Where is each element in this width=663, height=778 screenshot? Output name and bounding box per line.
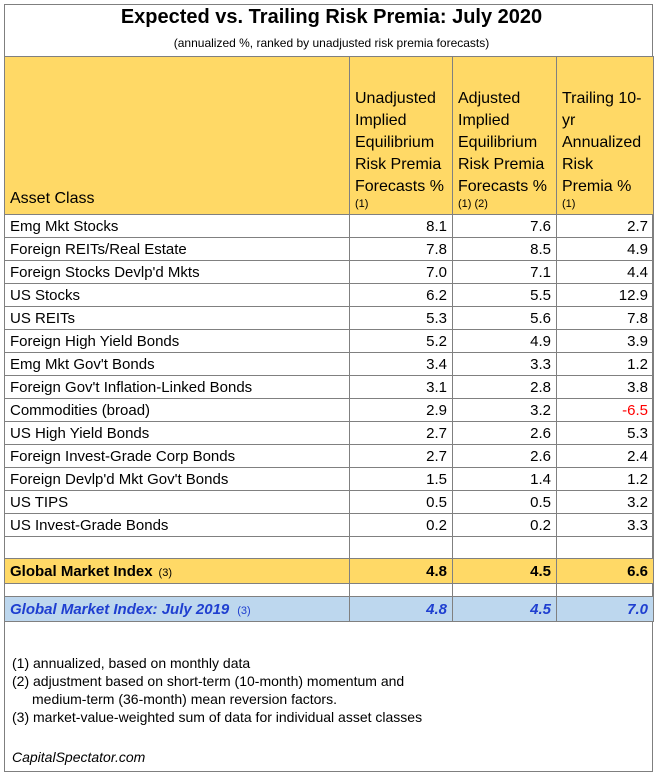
risk-premia-table — [4, 56, 654, 622]
spacer-row — [5, 537, 654, 559]
table-row — [5, 238, 654, 261]
unadjusted-cell: 2.7 — [350, 422, 453, 445]
header-unadjusted — [350, 57, 453, 215]
trailing-cell: 12.9 — [557, 284, 654, 307]
adjusted-cell: 5.6 — [453, 307, 557, 330]
gmi-adjusted: 4.5 — [453, 559, 557, 584]
gmi-unadjusted: 4.8 — [350, 559, 453, 584]
table-row — [5, 422, 654, 445]
unadjusted-cell: 8.1 — [350, 215, 453, 238]
unadjusted-cell: 0.5 — [350, 491, 453, 514]
gmi-row — [5, 559, 654, 584]
footnote: (1) annualized, based on monthly data — [12, 655, 251, 671]
asset-class-cell: US High Yield Bonds — [5, 422, 350, 445]
table-row — [5, 353, 654, 376]
gmi-trailing: 6.6 — [557, 559, 654, 584]
adjusted-cell: 8.5 — [453, 238, 557, 261]
gmi-label-cell — [5, 559, 350, 584]
gmi-2019-note: (3) — [237, 604, 251, 617]
header-note: (1) — [355, 198, 369, 210]
trailing-cell: 5.3 — [557, 422, 654, 445]
asset-class-cell: Emg Mkt Stocks — [5, 215, 350, 238]
unadjusted-cell: 7.8 — [350, 238, 453, 261]
footnotes — [12, 654, 422, 726]
unadjusted-cell: 1.5 — [350, 468, 453, 491]
trailing-cell: 3.8 — [557, 376, 654, 399]
gmi-2019-label: Global Market Index: July 2019 — [10, 600, 230, 618]
source-credit: CapitalSpectator.com — [12, 749, 146, 765]
spacer-row — [5, 584, 654, 597]
page-subtitle: (annualized %, ranked by unadjusted risk premia forecasts) — [173, 36, 490, 50]
table-row — [5, 284, 654, 307]
table-row — [5, 307, 654, 330]
gmi-2019-adjusted: 4.5 — [453, 597, 557, 622]
unadjusted-cell: 0.2 — [350, 514, 453, 537]
asset-class-cell: US TIPS — [5, 491, 350, 514]
table-row — [5, 468, 654, 491]
header-label: Unadjusted Implied Equilibrium Risk Premia Forecasts % — [355, 90, 444, 195]
asset-class-cell: US Stocks — [5, 284, 350, 307]
header-asset-class — [5, 57, 350, 215]
adjusted-cell: 0.2 — [453, 514, 557, 537]
table-row — [5, 261, 654, 284]
header-trailing — [557, 57, 654, 215]
adjusted-cell: 0.5 — [453, 491, 557, 514]
page-title: Expected vs. Trailing Risk Premia: July 2020 — [120, 6, 543, 28]
asset-class-cell: Foreign Devlp'd Mkt Gov't Bonds — [5, 468, 350, 491]
unadjusted-cell: 3.4 — [350, 353, 453, 376]
adjusted-cell: 2.6 — [453, 445, 557, 468]
header-row — [5, 57, 654, 215]
table-row — [5, 376, 654, 399]
asset-class-cell: Foreign Stocks Devlp'd Mkts — [5, 261, 350, 284]
unadjusted-cell: 6.2 — [350, 284, 453, 307]
header-note: (1) — [562, 198, 576, 210]
table-row — [5, 491, 654, 514]
header-note: (1) (2) — [458, 198, 488, 210]
adjusted-cell: 4.9 — [453, 330, 557, 353]
adjusted-cell: 7.6 — [453, 215, 557, 238]
trailing-cell: 3.9 — [557, 330, 654, 353]
header-label: Adjusted Implied Equilibrium Risk Premia Forecasts % — [458, 90, 547, 195]
table-row — [5, 215, 654, 238]
adjusted-cell: 7.1 — [453, 261, 557, 284]
header-adjusted — [453, 57, 557, 215]
header-label: Trailing 10-yr Annualized Risk Premia % — [562, 90, 642, 195]
adjusted-cell: 5.5 — [453, 284, 557, 307]
footnote: medium-term (36-month) mean reversion factors. — [32, 691, 337, 707]
table-row — [5, 330, 654, 353]
unadjusted-cell: 5.2 — [350, 330, 453, 353]
trailing-cell: 1.2 — [557, 468, 654, 491]
footnote: (3) market-value-weighted sum of data for individual asset classes — [12, 709, 423, 725]
table-row — [5, 514, 654, 537]
asset-class-cell: Foreign REITs/Real Estate — [5, 238, 350, 261]
adjusted-cell: 1.4 — [453, 468, 557, 491]
adjusted-cell: 3.2 — [453, 399, 557, 422]
trailing-cell: 1.2 — [557, 353, 654, 376]
asset-class-cell: US REITs — [5, 307, 350, 330]
asset-class-cell: Foreign High Yield Bonds — [5, 330, 350, 353]
gmi-label: Global Market Index — [10, 562, 153, 580]
asset-class-cell: Commodities (broad) — [5, 399, 350, 422]
trailing-cell: 3.3 — [557, 514, 654, 537]
trailing-cell: 7.8 — [557, 307, 654, 330]
gmi-2019-row — [5, 597, 654, 622]
table-row — [5, 445, 654, 468]
adjusted-cell: 2.6 — [453, 422, 557, 445]
unadjusted-cell: 3.1 — [350, 376, 453, 399]
trailing-cell: 4.9 — [557, 238, 654, 261]
header-label: Asset Class — [10, 190, 95, 207]
asset-class-cell: US Invest-Grade Bonds — [5, 514, 350, 537]
table-row — [5, 399, 654, 422]
gmi-2019-unadjusted: 4.8 — [350, 597, 453, 622]
trailing-cell: -6.5 — [557, 399, 654, 422]
unadjusted-cell: 5.3 — [350, 307, 453, 330]
gmi-2019-trailing: 7.0 — [557, 597, 654, 622]
trailing-cell: 3.2 — [557, 491, 654, 514]
trailing-cell: 2.4 — [557, 445, 654, 468]
adjusted-cell: 3.3 — [453, 353, 557, 376]
unadjusted-cell: 7.0 — [350, 261, 453, 284]
unadjusted-cell: 2.7 — [350, 445, 453, 468]
footnote: (2) adjustment based on short-term (10-month) momentum and — [12, 673, 405, 689]
trailing-cell: 4.4 — [557, 261, 654, 284]
asset-class-cell: Emg Mkt Gov't Bonds — [5, 353, 350, 376]
asset-class-cell: Foreign Invest-Grade Corp Bonds — [5, 445, 350, 468]
unadjusted-cell: 2.9 — [350, 399, 453, 422]
asset-class-cell: Foreign Gov't Inflation-Linked Bonds — [5, 376, 350, 399]
adjusted-cell: 2.8 — [453, 376, 557, 399]
trailing-cell: 2.7 — [557, 215, 654, 238]
gmi-2019-label-cell — [5, 597, 350, 622]
gmi-note: (3) — [158, 566, 172, 579]
